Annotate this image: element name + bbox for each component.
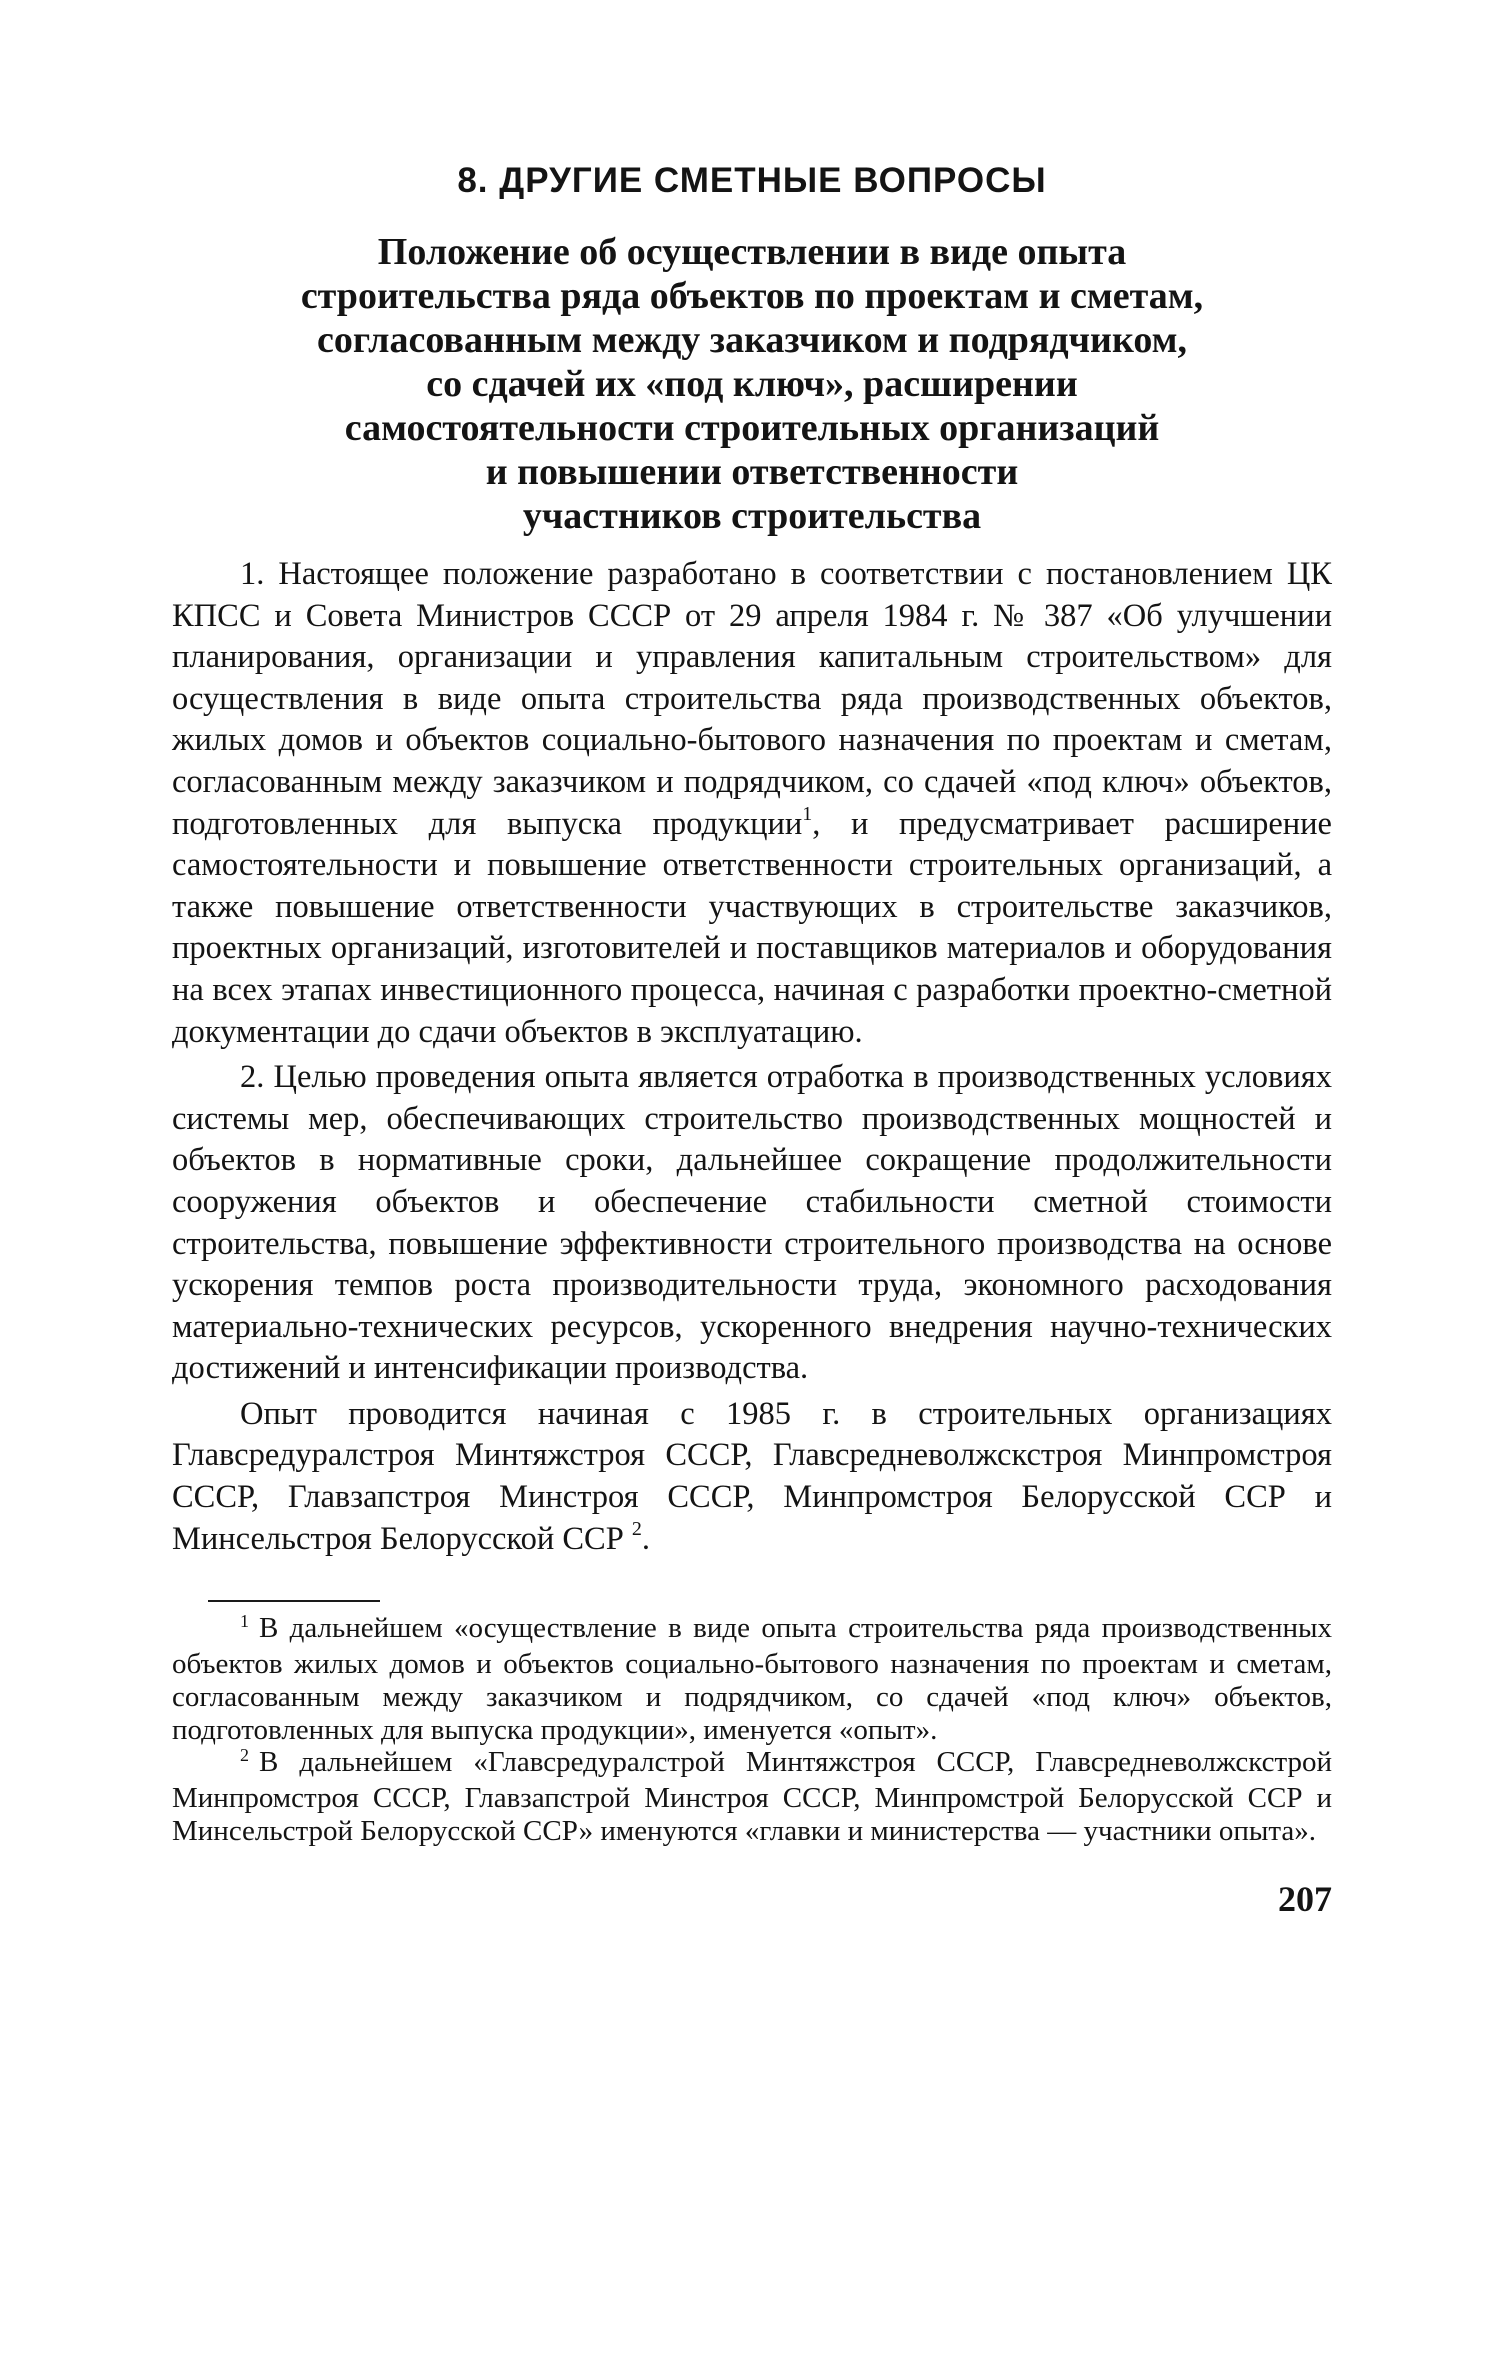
document-title xyxy=(172,230,1332,538)
paragraph-1 xyxy=(172,554,1332,1053)
footnote-number: 1 xyxy=(240,1611,249,1632)
document-title-line: строительства ряда объектов по проектам и сметам, xyxy=(300,275,1204,317)
document-title-line: самостоятельности строительных организаций xyxy=(344,407,1160,449)
document-title-line: согласованным между заказчиком и подрядчиком, xyxy=(316,319,1187,361)
footnote-number: 2 xyxy=(240,1745,249,1766)
page-number: 207 xyxy=(1278,1878,1332,1919)
footnote-ref-1: 1 xyxy=(802,802,813,825)
section-title: 8. ДРУГИЕ СМЕТНЫЕ ВОПРОСЫ xyxy=(457,161,1047,200)
document-title-line: Положение об осуществлении в виде опыта xyxy=(377,231,1127,273)
paragraph-3 xyxy=(172,1394,1332,1560)
footnote-ref-2: 2 xyxy=(631,1517,642,1540)
footnote-divider xyxy=(208,1600,380,1602)
footnote-text: В дальнейшем «Главсредуралстрой Минтяжстроя СССР, Главсредневолжскстрой Минпромстроя СССР, Главзапстрой Минстроя СССР, Минпромстрой Белорусской ССР и Минсельстрой Белорусской ССР» именуются «главки и министерства — участники опыта». xyxy=(172,1746,1332,1848)
paragraph-3-text-end: . xyxy=(641,1520,651,1557)
footnote-2 xyxy=(172,1746,1332,1847)
document-title-line: и повышении ответственности xyxy=(485,451,1019,493)
document-title-line: участников строительства xyxy=(522,495,982,537)
paragraph-1-text-continued: , и предусматривает расширение самостоятельности и повышение ответственности строительных организаций, а также повышение ответственности участвующих в строительстве заказчиков, проектных организаций, изготовителей и поставщиков материалов и оборудования на всех этапах инвестиционного процесса, начиная с разработки проектно-сметной документации до сдачи объектов в эксплуатацию. xyxy=(172,805,1332,1050)
document-title-line: со сдачей их «под ключ», расширении xyxy=(426,363,1078,405)
document-page xyxy=(172,160,1332,2320)
footnote-text: В дальнейшем «осуществление в виде опыта строительства ряда производственных объектов жилых домов и объектов социально-бытового назначения по проектам и сметам, согласованным между заказчиком и подрядчиком, со сдачей «под ключ» объектов, подготовленных для выпуска продукции», именуется «опыт». xyxy=(172,1612,1332,1746)
paragraph-1-text: 1. Настоящее положение разработано в соответствии с постановлением ЦК КПСС и Совета Министров СССР от 29 апреля 1984 г. № 387 «Об улучшении планирования, организации и управления капитальным строительством» для осуществления в виде опыта строительства ряда производственных объектов, жилых домов и объектов социально-бытового назначения по проектам и сметам, согласованным между заказчиком и подрядчиком, со сдачей «под ключ» объектов, подготовленных для выпуска продукции xyxy=(172,556,1332,842)
footnote-1 xyxy=(172,1612,1332,1746)
paragraph-3-text: Опыт проводится начиная с 1985 г. в строительных организациях Главсредуралстроя Минтяжстроя СССР, Главсредневолжскстроя Минпромстроя СССР, Главзапстроя Минстроя СССР, Минпромстроя Белорусской ССР и Минсельстроя Белорусской ССР xyxy=(172,1395,1332,1557)
paragraph-2: 2. Целью проведения опыта является отработка в производственных условиях системы мер, обеспечивающих строительство производственных мощностей и объектов в нормативные сроки, дальнейшее сокращение продолжительности сооружения объектов и обеспечение стабильности сметной стоимости строительства, повышение эффективности строительного производства на основе ускорения темпов роста производительности труда, экономного расходования материально-технических ресурсов, ускоренного внедрения научно-технических достижений и интенсификации производства. xyxy=(172,1059,1332,1387)
